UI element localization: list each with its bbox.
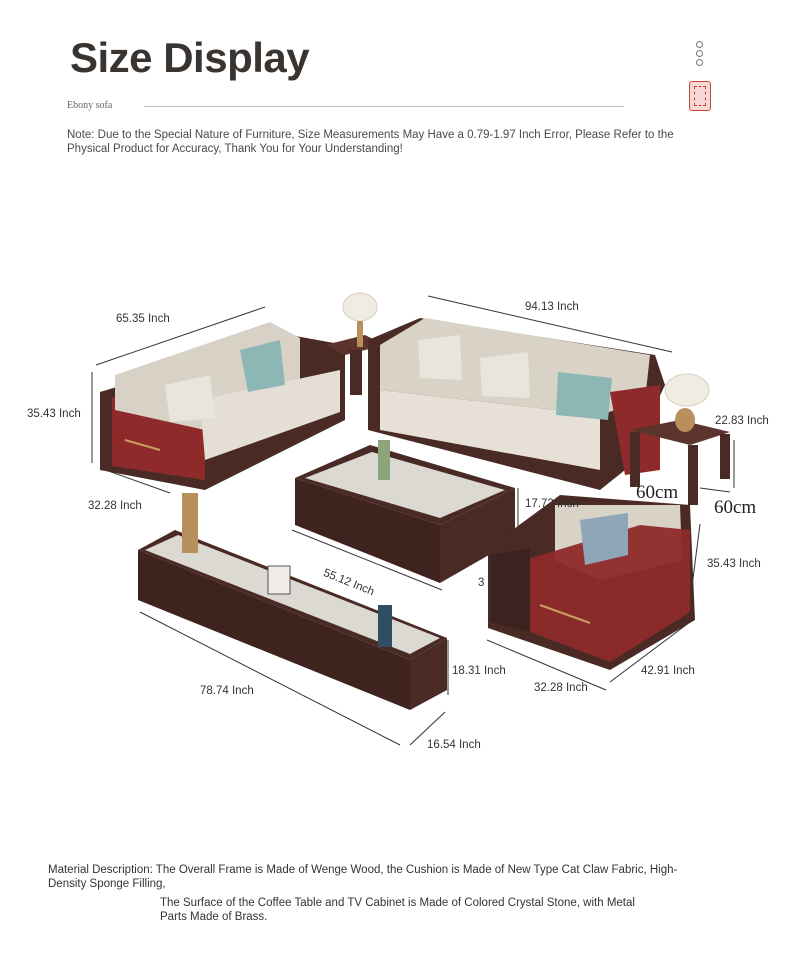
material-description-line1: Material Description: The Overall Frame is Made of Wenge Wood, the Cushion is Made of New Type Cat Claw Fabric, High-Density Sponge Filling, (48, 864, 678, 890)
loveseat (100, 322, 345, 490)
armchair (488, 495, 695, 670)
tv-cabinet-height-label: 18.31 Inch (452, 665, 506, 677)
tv-cabinet-width-label: 78.74 Inch (200, 685, 254, 697)
loveseat-width-label: 65.35 Inch (116, 313, 170, 325)
coffee-table (295, 440, 515, 583)
chair-height-label: 35.43 Inch (707, 558, 761, 570)
side-table-width-label: 60cm (636, 482, 679, 503)
coffee-table-width-label: 55.12 Inch (321, 567, 376, 599)
sofa-width-label: 94.13 Inch (525, 301, 579, 313)
side-table-height-label: 22.83 Inch (715, 415, 769, 427)
loveseat-height-label: 35.43 Inch (27, 408, 81, 420)
chair-depth-label: 32.28 Inch (534, 682, 588, 694)
side-table-depth-label: 60cm (714, 497, 757, 518)
loveseat-depth-label: 32.28 Inch (88, 500, 142, 512)
disclaimer-note: Note: Due to the Special Nature of Furniture, Size Measurements May Have a 0.79-1.97 Inch Error, Please Refer to the Physical Product for Accuracy, Thank You for Your Understanding! (67, 129, 674, 155)
chair-width-label: 42.91 Inch (641, 665, 695, 677)
coffee-table-height-label: 17.72 Inch (525, 498, 579, 510)
material-description-line2: The Surface of the Coffee Table and TV Cabinet is Made of Colored Crystal Stone, with Metal Parts Made of Brass. (160, 897, 635, 923)
tv-cabinet-depth-label: 16.54 Inch (427, 739, 481, 751)
coffee-table-depth-label: 3 (478, 577, 485, 589)
page-subtitle: Ebony sofa (67, 100, 113, 111)
page-title: Size Display (70, 34, 310, 81)
